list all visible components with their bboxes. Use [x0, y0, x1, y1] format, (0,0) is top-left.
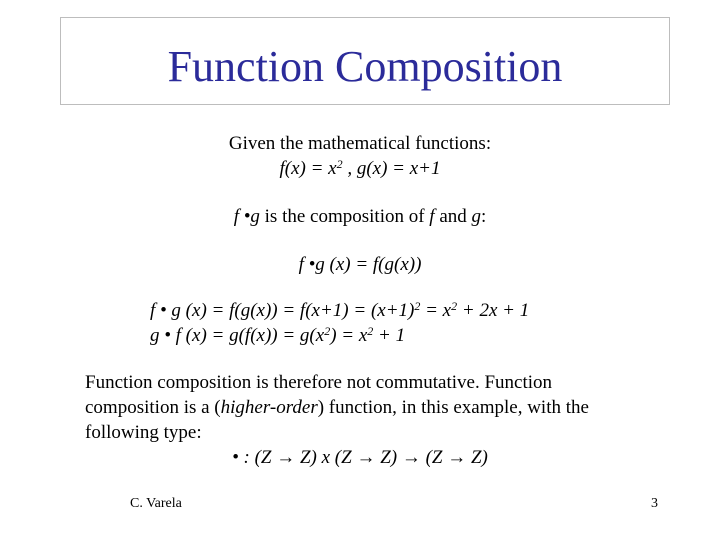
- eq1-part-a: f • g (x) = f(g(x)) = f(x+1) = (x+1): [150, 300, 415, 321]
- f-definition: f(x) = x: [279, 158, 337, 179]
- paragraph-line-2a: composition is a (: [85, 397, 221, 418]
- equation-g-of-f: [150, 325, 405, 347]
- function-definitions: [0, 158, 720, 180]
- type-signature: • : (Z → Z) x (Z → Z) → (Z → Z): [232, 447, 488, 468]
- composition-g: g: [471, 206, 482, 227]
- eq2-exponent-1: 2: [324, 324, 331, 338]
- composition-text-2: and: [434, 206, 472, 227]
- title-box: [60, 17, 670, 105]
- paragraph-line-3: following type:: [85, 422, 202, 443]
- composition-f: f: [429, 206, 435, 227]
- paragraph-line-2: [85, 397, 589, 419]
- footer-author: C. Varela: [130, 496, 182, 511]
- g-definition: g(x) = x+1: [356, 158, 441, 179]
- equation-f-of-g: [150, 300, 529, 322]
- eq2-part-c: + 1: [373, 325, 406, 346]
- paragraph-line-1: Function composition is therefore not commutative. Function: [85, 372, 553, 393]
- composition-symbol: f •g: [233, 206, 260, 227]
- paragraph-line-2b: ) function, in this example, with the: [317, 397, 589, 418]
- eq2-part-a: g • f (x) = g(f(x)) = g(x: [150, 325, 325, 346]
- eq1-part-b: = x: [420, 300, 452, 321]
- f-exponent: 2: [336, 157, 343, 171]
- eq2-exponent-2: 2: [367, 324, 374, 338]
- definition-separator: ,: [342, 158, 357, 179]
- composition-text-1: is the composition of: [259, 206, 430, 227]
- slide-title: Function Composition: [167, 42, 563, 91]
- eq1-part-c: + 2x + 1: [457, 300, 530, 321]
- higher-order-term: higher-order: [220, 397, 318, 418]
- composition-text-3: :: [481, 206, 487, 227]
- intro-text: Given the mathematical functions:: [228, 133, 492, 154]
- eq1-exponent-2: 2: [451, 299, 458, 313]
- composition-statement: [0, 206, 720, 228]
- composition-definition: f •g (x) = f(g(x)): [298, 254, 422, 275]
- eq2-part-b: ) = x: [330, 325, 368, 346]
- eq1-exponent-1: 2: [414, 299, 421, 313]
- page-number: 3: [651, 496, 658, 511]
